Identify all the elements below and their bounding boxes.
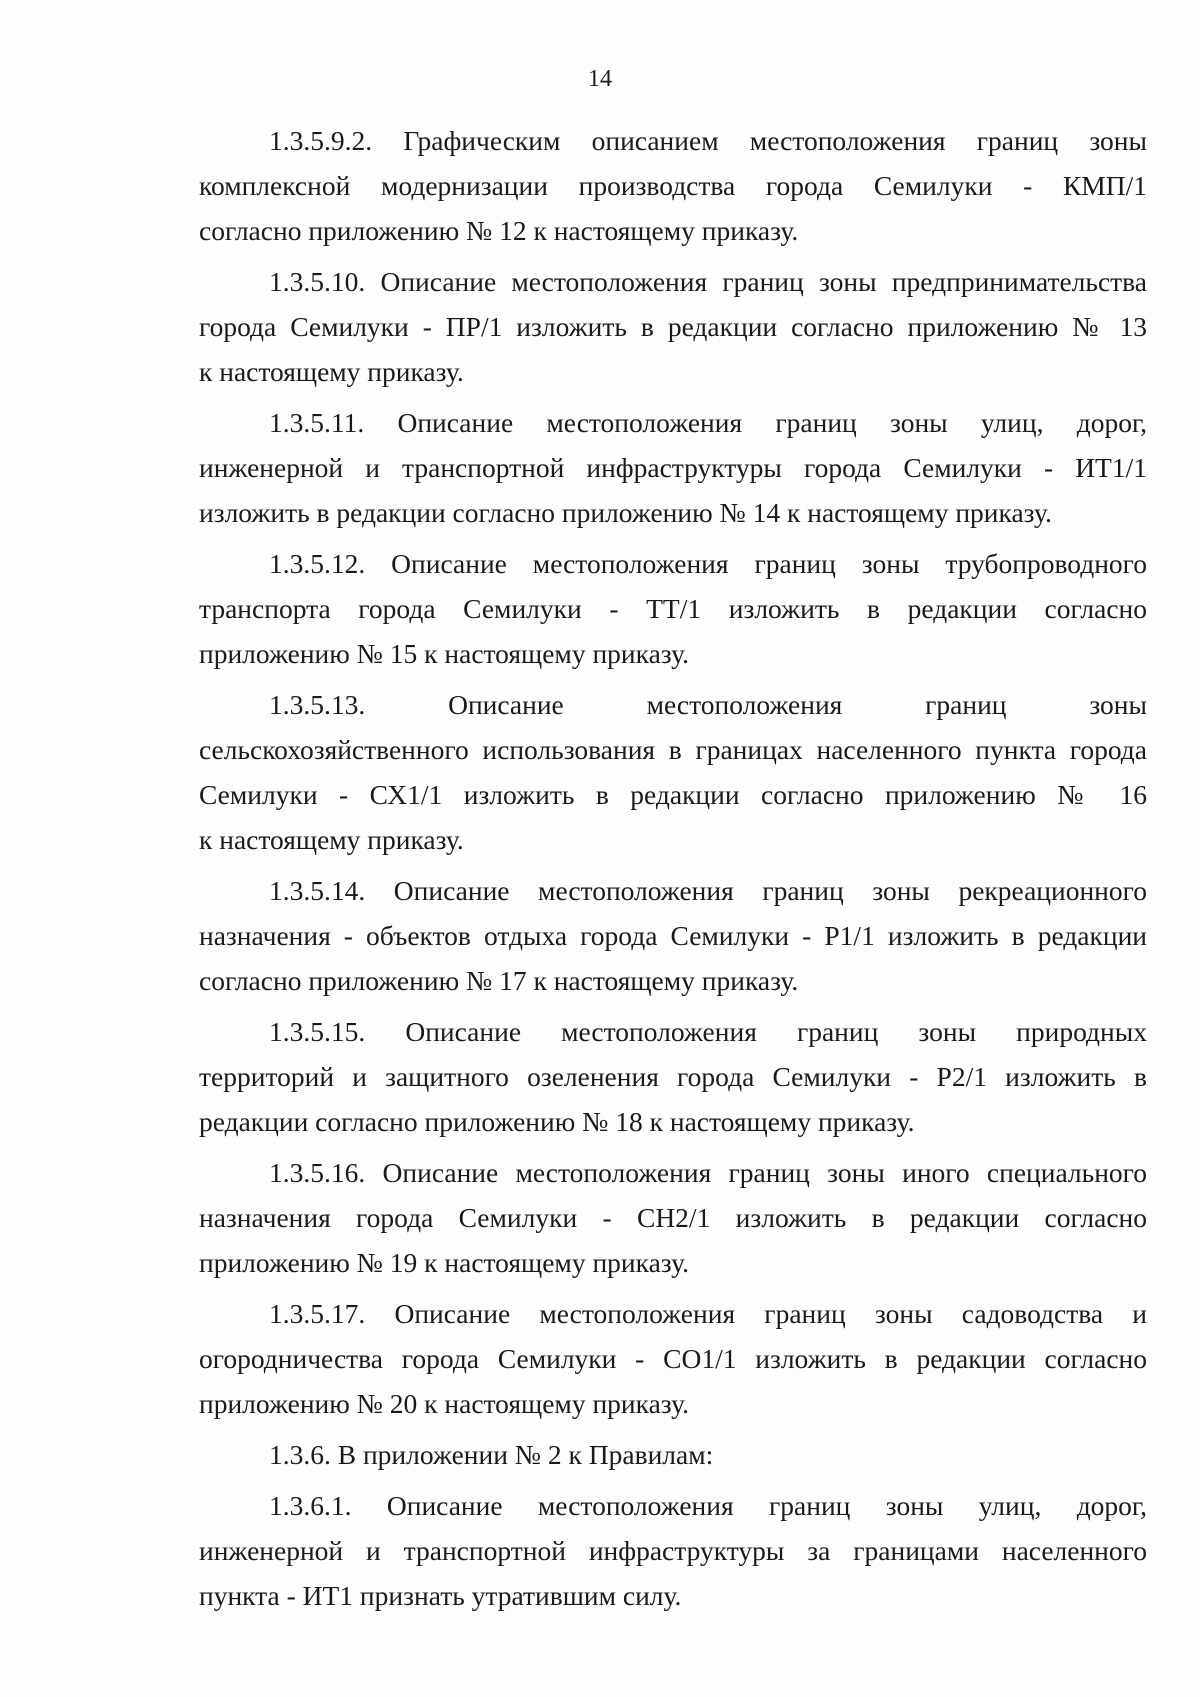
paragraph-line: города Семилуки - ПР/1 изложить в редакции согласно приложению № 13 <box>199 311 1147 342</box>
paragraph-line: сельскохозяйственного использования в границах населенного пункта города <box>199 734 1147 765</box>
paragraph <box>199 1432 1147 1477</box>
paragraph-line: огородничества города Семилуки - СО1/1 изложить в редакции согласно <box>199 1343 1147 1374</box>
paragraph-line: 1.3.5.9.2. Графическим описанием местоположения границ зоны <box>269 125 1147 156</box>
paragraph <box>199 259 1147 394</box>
paragraph-line: редакции согласно приложению № 18 к настоящему приказу. <box>199 1106 915 1137</box>
paragraph-line: 1.3.5.16. Описание местоположения границ зоны иного специального <box>269 1157 1147 1188</box>
paragraph-line: согласно приложению № 12 к настоящему приказу. <box>199 215 799 246</box>
paragraph-line: согласно приложению № 17 к настоящему приказу. <box>199 965 799 996</box>
paragraph-line: приложению № 19 к настоящему приказу. <box>199 1247 689 1278</box>
paragraph-line: 1.3.5.17. Описание местоположения границ зоны садоводства и <box>269 1298 1147 1329</box>
paragraph-line: 1.3.5.12. Описание местоположения границ зоны трубопроводного <box>269 548 1147 579</box>
paragraph <box>199 1150 1147 1285</box>
paragraph <box>199 1291 1147 1426</box>
paragraph-line: 1.3.6. В приложении № 2 к Правилам: <box>269 1439 714 1470</box>
paragraph-line: 1.3.5.10. Описание местоположения границ зоны предпринимательства <box>269 266 1147 297</box>
paragraph-line: к настоящему приказу. <box>199 824 464 855</box>
paragraph-line: инженерной и транспортной инфраструктуры города Семилуки - ИТ1/1 <box>199 452 1147 483</box>
paragraph-line: инженерной и транспортной инфраструктуры за границами населенного <box>199 1535 1147 1566</box>
paragraph <box>199 682 1147 862</box>
paragraph-line: приложению № 20 к настоящему приказу. <box>199 1388 689 1419</box>
paragraph-line: изложить в редакции согласно приложению № 14 к настоящему приказу. <box>199 497 1052 528</box>
paragraph-line: назначения города Семилуки - СН2/1 изложить в редакции согласно <box>199 1202 1147 1233</box>
paragraph-line: приложению № 15 к настоящему приказу. <box>199 638 689 669</box>
paragraph-line: 1.3.5.11. Описание местоположения границ зоны улиц, дорог, <box>269 407 1147 438</box>
paragraph-line: транспорта города Семилуки - ТТ/1 изложить в редакции согласно <box>199 593 1147 624</box>
paragraph-line: к настоящему приказу. <box>199 356 464 387</box>
paragraph-line: 1.3.6.1. Описание местоположения границ зоны улиц, дорог, <box>269 1490 1147 1521</box>
paragraph <box>199 1483 1147 1618</box>
document-body <box>199 118 1147 1624</box>
paragraph <box>199 118 1147 253</box>
paragraph <box>199 1009 1147 1144</box>
paragraph-line: 1.3.5.15. Описание местоположения границ зоны природных <box>269 1016 1147 1047</box>
paragraph-line: назначения - объектов отдыха города Семилуки - Р1/1 изложить в редакции <box>199 920 1147 951</box>
paragraph-line: территорий и защитного озеленения города Семилуки - Р2/1 изложить в <box>199 1061 1147 1092</box>
paragraph-line: 1.3.5.13. Описание местоположения границ зоны <box>269 689 1147 720</box>
paragraph-line: пункта - ИТ1 признать утратившим силу. <box>199 1580 682 1611</box>
paragraph-line: комплексной модернизации производства города Семилуки - КМП/1 <box>199 170 1147 201</box>
paragraph <box>199 400 1147 535</box>
paragraph-line: 1.3.5.14. Описание местоположения границ зоны рекреационного <box>269 875 1147 906</box>
paragraph-line: Семилуки - СХ1/1 изложить в редакции согласно приложению № 16 <box>199 779 1147 810</box>
paragraph <box>199 868 1147 1003</box>
page-number: 14 <box>588 66 612 92</box>
paragraph <box>199 541 1147 676</box>
